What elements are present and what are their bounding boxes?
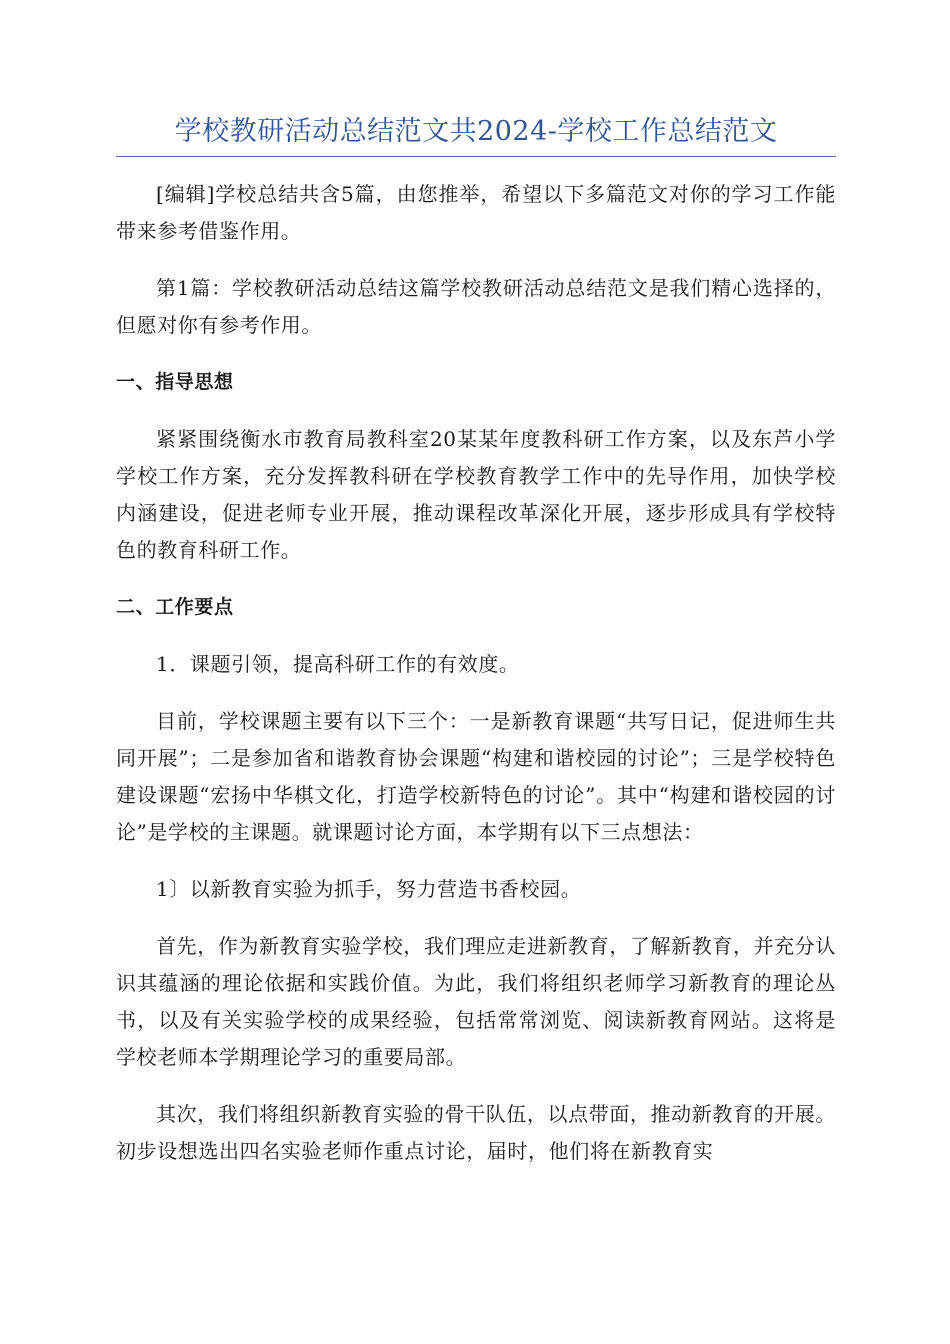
paragraph-article-1: 第1篇：学校教研活动总结这篇学校教研活动总结范文是我们精心选择的，但愿对你有参考作用。: [116, 276, 836, 337]
paragraph-intro: [编辑]学校总结共含5篇，由您推举，希望以下多篇范文对你的学习工作能带来参考借鉴作用。: [116, 182, 836, 243]
paragraph-point-1: 1．课题引领，提高科研工作的有效度。: [156, 652, 520, 676]
document-title: 学校教研活动总结范文共2024-学校工作总结范文: [174, 116, 778, 147]
paragraph-first: 首先，作为新教育实验学校，我们理应走进新教育，了解新教育，并充分认识其蕴涵的理论依据和实践价值。为此，我们将组织老师学习新教育的理论丛书，以及有关实验学校的成果经验，包括常常浏览、阅读新教育网站。这将是学校老师本学期理论学习的重要局部。: [116, 934, 836, 1069]
title-block: [116, 112, 836, 157]
document-body: [116, 176, 836, 1170]
paragraph-subpoint-1: 1〕以新教育实验为抓手，努力营造书香校园。: [156, 877, 582, 901]
paragraph-second: 其次，我们将组织新教育实验的骨干队伍，以点带面，推动新教育的开展。初步设想选出四名实验老师作重点讨论，届时，他们将在新教育实: [116, 1102, 836, 1163]
paragraph-current-topics: 目前，学校课题主要有以下三个：一是新教育课题“共写日记，促进师生共同开展”；二是参加省和谐教育协会课题“构建和谐校园的讨论”；三是学校特色建设课题“宏扬中华棋文化，打造学校新特色的讨论”。其中“构建和谐校园的讨论”是学校的主课题。就课题讨论方面，本学期有以下三点想法：: [116, 709, 836, 844]
paragraph-guiding-thought: 紧紧围绕衡水市教育局教科室20某某年度教科研工作方案，以及东芦小学学校工作方案，充分发挥教科研在学校教育教学工作中的先导作用，加快学校内涵建设，促进老师专业开展，推动课程改革深化开展，逐步形成具有学校特色的教育科研工作。: [116, 427, 836, 562]
heading-guiding-thought: 一、指导思想: [116, 371, 234, 393]
heading-work-points: 二、工作要点: [116, 596, 234, 618]
